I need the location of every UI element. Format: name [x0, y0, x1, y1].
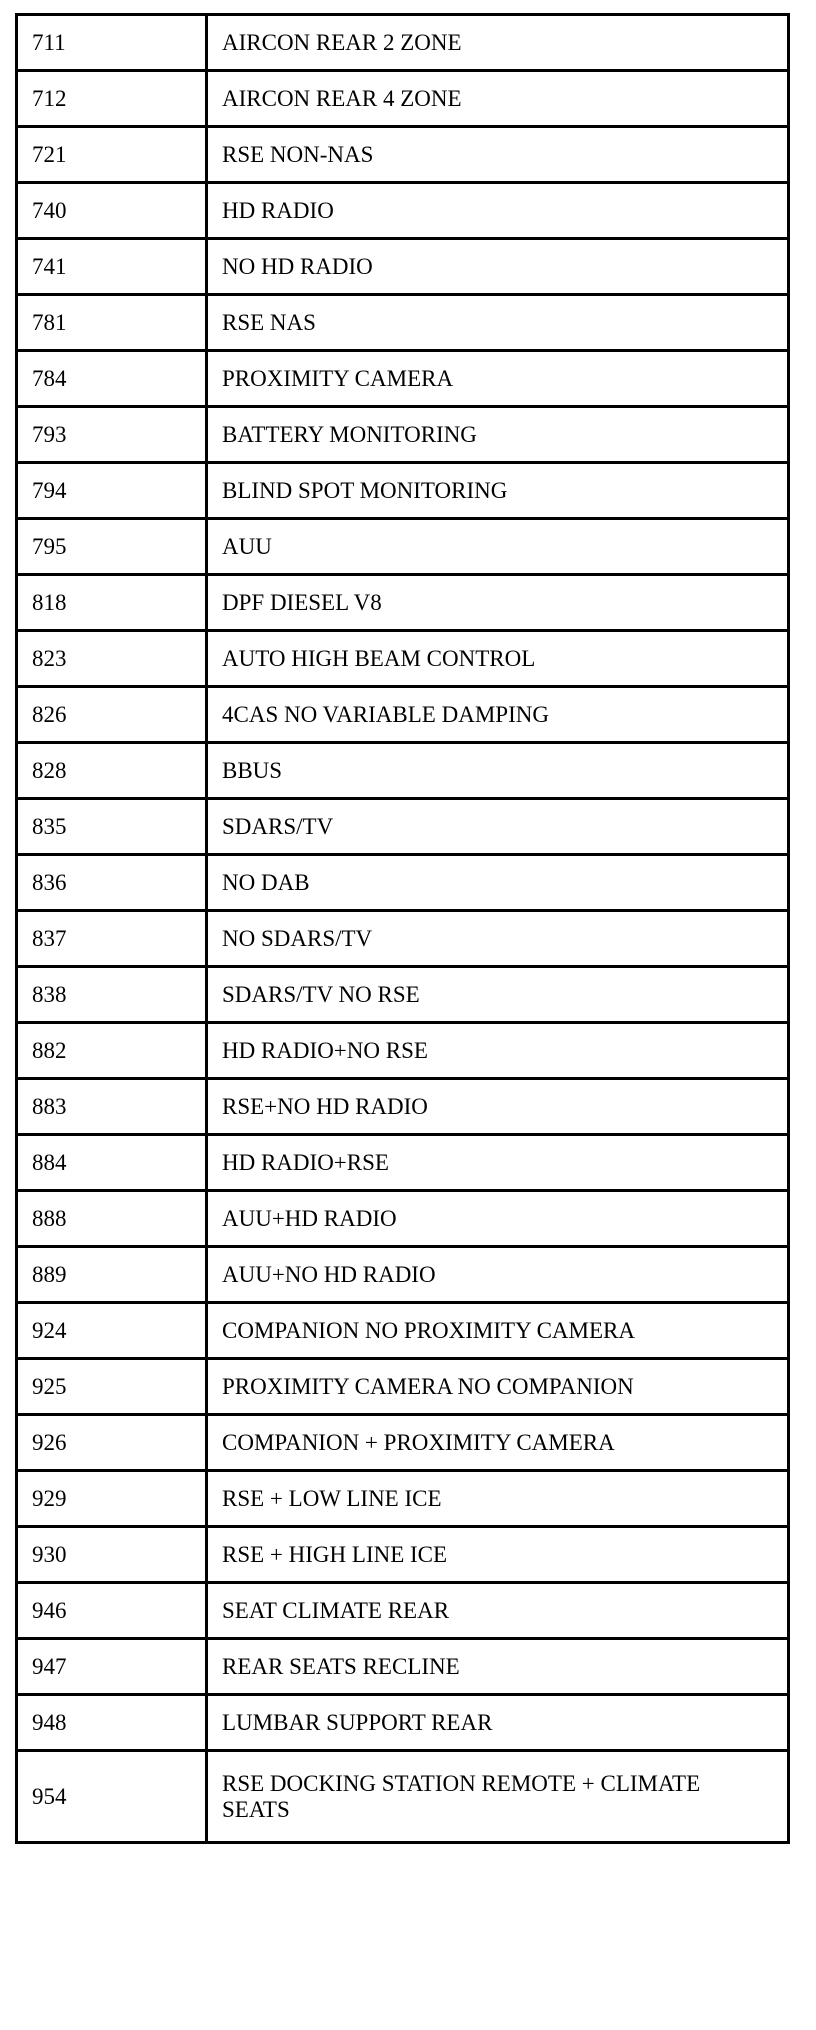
code-cell: 784 [17, 351, 207, 407]
description-cell: RSE + HIGH LINE ICE [207, 1527, 789, 1583]
table-body [17, 15, 789, 1843]
table-row [17, 15, 789, 71]
table-row [17, 519, 789, 575]
table-row [17, 1527, 789, 1583]
table-row [17, 799, 789, 855]
description-cell: AUU+NO HD RADIO [207, 1247, 789, 1303]
description-cell: BLIND SPOT MONITORING [207, 463, 789, 519]
description-cell: BATTERY MONITORING [207, 407, 789, 463]
code-cell: 888 [17, 1191, 207, 1247]
code-cell: 884 [17, 1135, 207, 1191]
code-cell: 828 [17, 743, 207, 799]
description-cell: NO SDARS/TV [207, 911, 789, 967]
description-cell: NO DAB [207, 855, 789, 911]
code-cell: 954 [17, 1751, 207, 1843]
feature-code-table [15, 13, 790, 1844]
code-cell: 837 [17, 911, 207, 967]
description-cell: DPF DIESEL V8 [207, 575, 789, 631]
table-row [17, 1415, 789, 1471]
table-row [17, 855, 789, 911]
table-row [17, 351, 789, 407]
table-row [17, 631, 789, 687]
description-cell: PROXIMITY CAMERA NO COMPANION [207, 1359, 789, 1415]
code-cell: 793 [17, 407, 207, 463]
table-row [17, 1359, 789, 1415]
table-row [17, 1751, 789, 1843]
code-cell: 826 [17, 687, 207, 743]
code-cell: 947 [17, 1639, 207, 1695]
table-row [17, 967, 789, 1023]
table-row [17, 239, 789, 295]
code-cell: 946 [17, 1583, 207, 1639]
table-row [17, 687, 789, 743]
description-cell: AUU [207, 519, 789, 575]
description-cell: HD RADIO [207, 183, 789, 239]
description-cell: AUU+HD RADIO [207, 1191, 789, 1247]
table-row [17, 183, 789, 239]
table-row [17, 1695, 789, 1751]
description-cell: AUTO HIGH BEAM CONTROL [207, 631, 789, 687]
code-cell: 721 [17, 127, 207, 183]
description-cell: NO HD RADIO [207, 239, 789, 295]
description-cell: SDARS/TV NO RSE [207, 967, 789, 1023]
table-row [17, 911, 789, 967]
code-cell: 818 [17, 575, 207, 631]
code-cell: 882 [17, 1023, 207, 1079]
description-cell: 4CAS NO VARIABLE DAMPING [207, 687, 789, 743]
table-row [17, 463, 789, 519]
table-row [17, 1135, 789, 1191]
code-cell: 926 [17, 1415, 207, 1471]
code-cell: 835 [17, 799, 207, 855]
table-row [17, 1471, 789, 1527]
description-cell: HD RADIO+NO RSE [207, 1023, 789, 1079]
description-cell: COMPANION NO PROXIMITY CAMERA [207, 1303, 789, 1359]
description-cell: AIRCON REAR 2 ZONE [207, 15, 789, 71]
code-cell: 711 [17, 15, 207, 71]
code-cell: 924 [17, 1303, 207, 1359]
description-cell: COMPANION + PROXIMITY CAMERA [207, 1415, 789, 1471]
code-cell: 929 [17, 1471, 207, 1527]
table-row [17, 1023, 789, 1079]
description-cell: AIRCON REAR 4 ZONE [207, 71, 789, 127]
description-cell: LUMBAR SUPPORT REAR [207, 1695, 789, 1751]
table-row [17, 1079, 789, 1135]
code-cell: 794 [17, 463, 207, 519]
code-cell: 930 [17, 1527, 207, 1583]
code-cell: 712 [17, 71, 207, 127]
description-cell: BBUS [207, 743, 789, 799]
table-row [17, 1303, 789, 1359]
description-cell: REAR SEATS RECLINE [207, 1639, 789, 1695]
table-row [17, 71, 789, 127]
description-cell: RSE DOCKING STATION REMOTE + CLIMATE SEATS [207, 1751, 789, 1843]
code-cell: 838 [17, 967, 207, 1023]
table-row [17, 295, 789, 351]
description-cell: RSE + LOW LINE ICE [207, 1471, 789, 1527]
code-cell: 741 [17, 239, 207, 295]
code-cell: 781 [17, 295, 207, 351]
code-cell: 883 [17, 1079, 207, 1135]
code-cell: 795 [17, 519, 207, 575]
description-cell: SDARS/TV [207, 799, 789, 855]
code-cell: 925 [17, 1359, 207, 1415]
table-row [17, 1191, 789, 1247]
code-cell: 823 [17, 631, 207, 687]
description-cell: SEAT CLIMATE REAR [207, 1583, 789, 1639]
description-cell: PROXIMITY CAMERA [207, 351, 789, 407]
description-cell: RSE NON-NAS [207, 127, 789, 183]
code-cell: 836 [17, 855, 207, 911]
table-row [17, 127, 789, 183]
table-row [17, 407, 789, 463]
table-row [17, 1639, 789, 1695]
description-cell: RSE NAS [207, 295, 789, 351]
code-cell: 948 [17, 1695, 207, 1751]
table-row [17, 1583, 789, 1639]
code-cell: 740 [17, 183, 207, 239]
table-row [17, 1247, 789, 1303]
table-row [17, 575, 789, 631]
description-cell: RSE+NO HD RADIO [207, 1079, 789, 1135]
table-row [17, 743, 789, 799]
code-cell: 889 [17, 1247, 207, 1303]
description-cell: HD RADIO+RSE [207, 1135, 789, 1191]
